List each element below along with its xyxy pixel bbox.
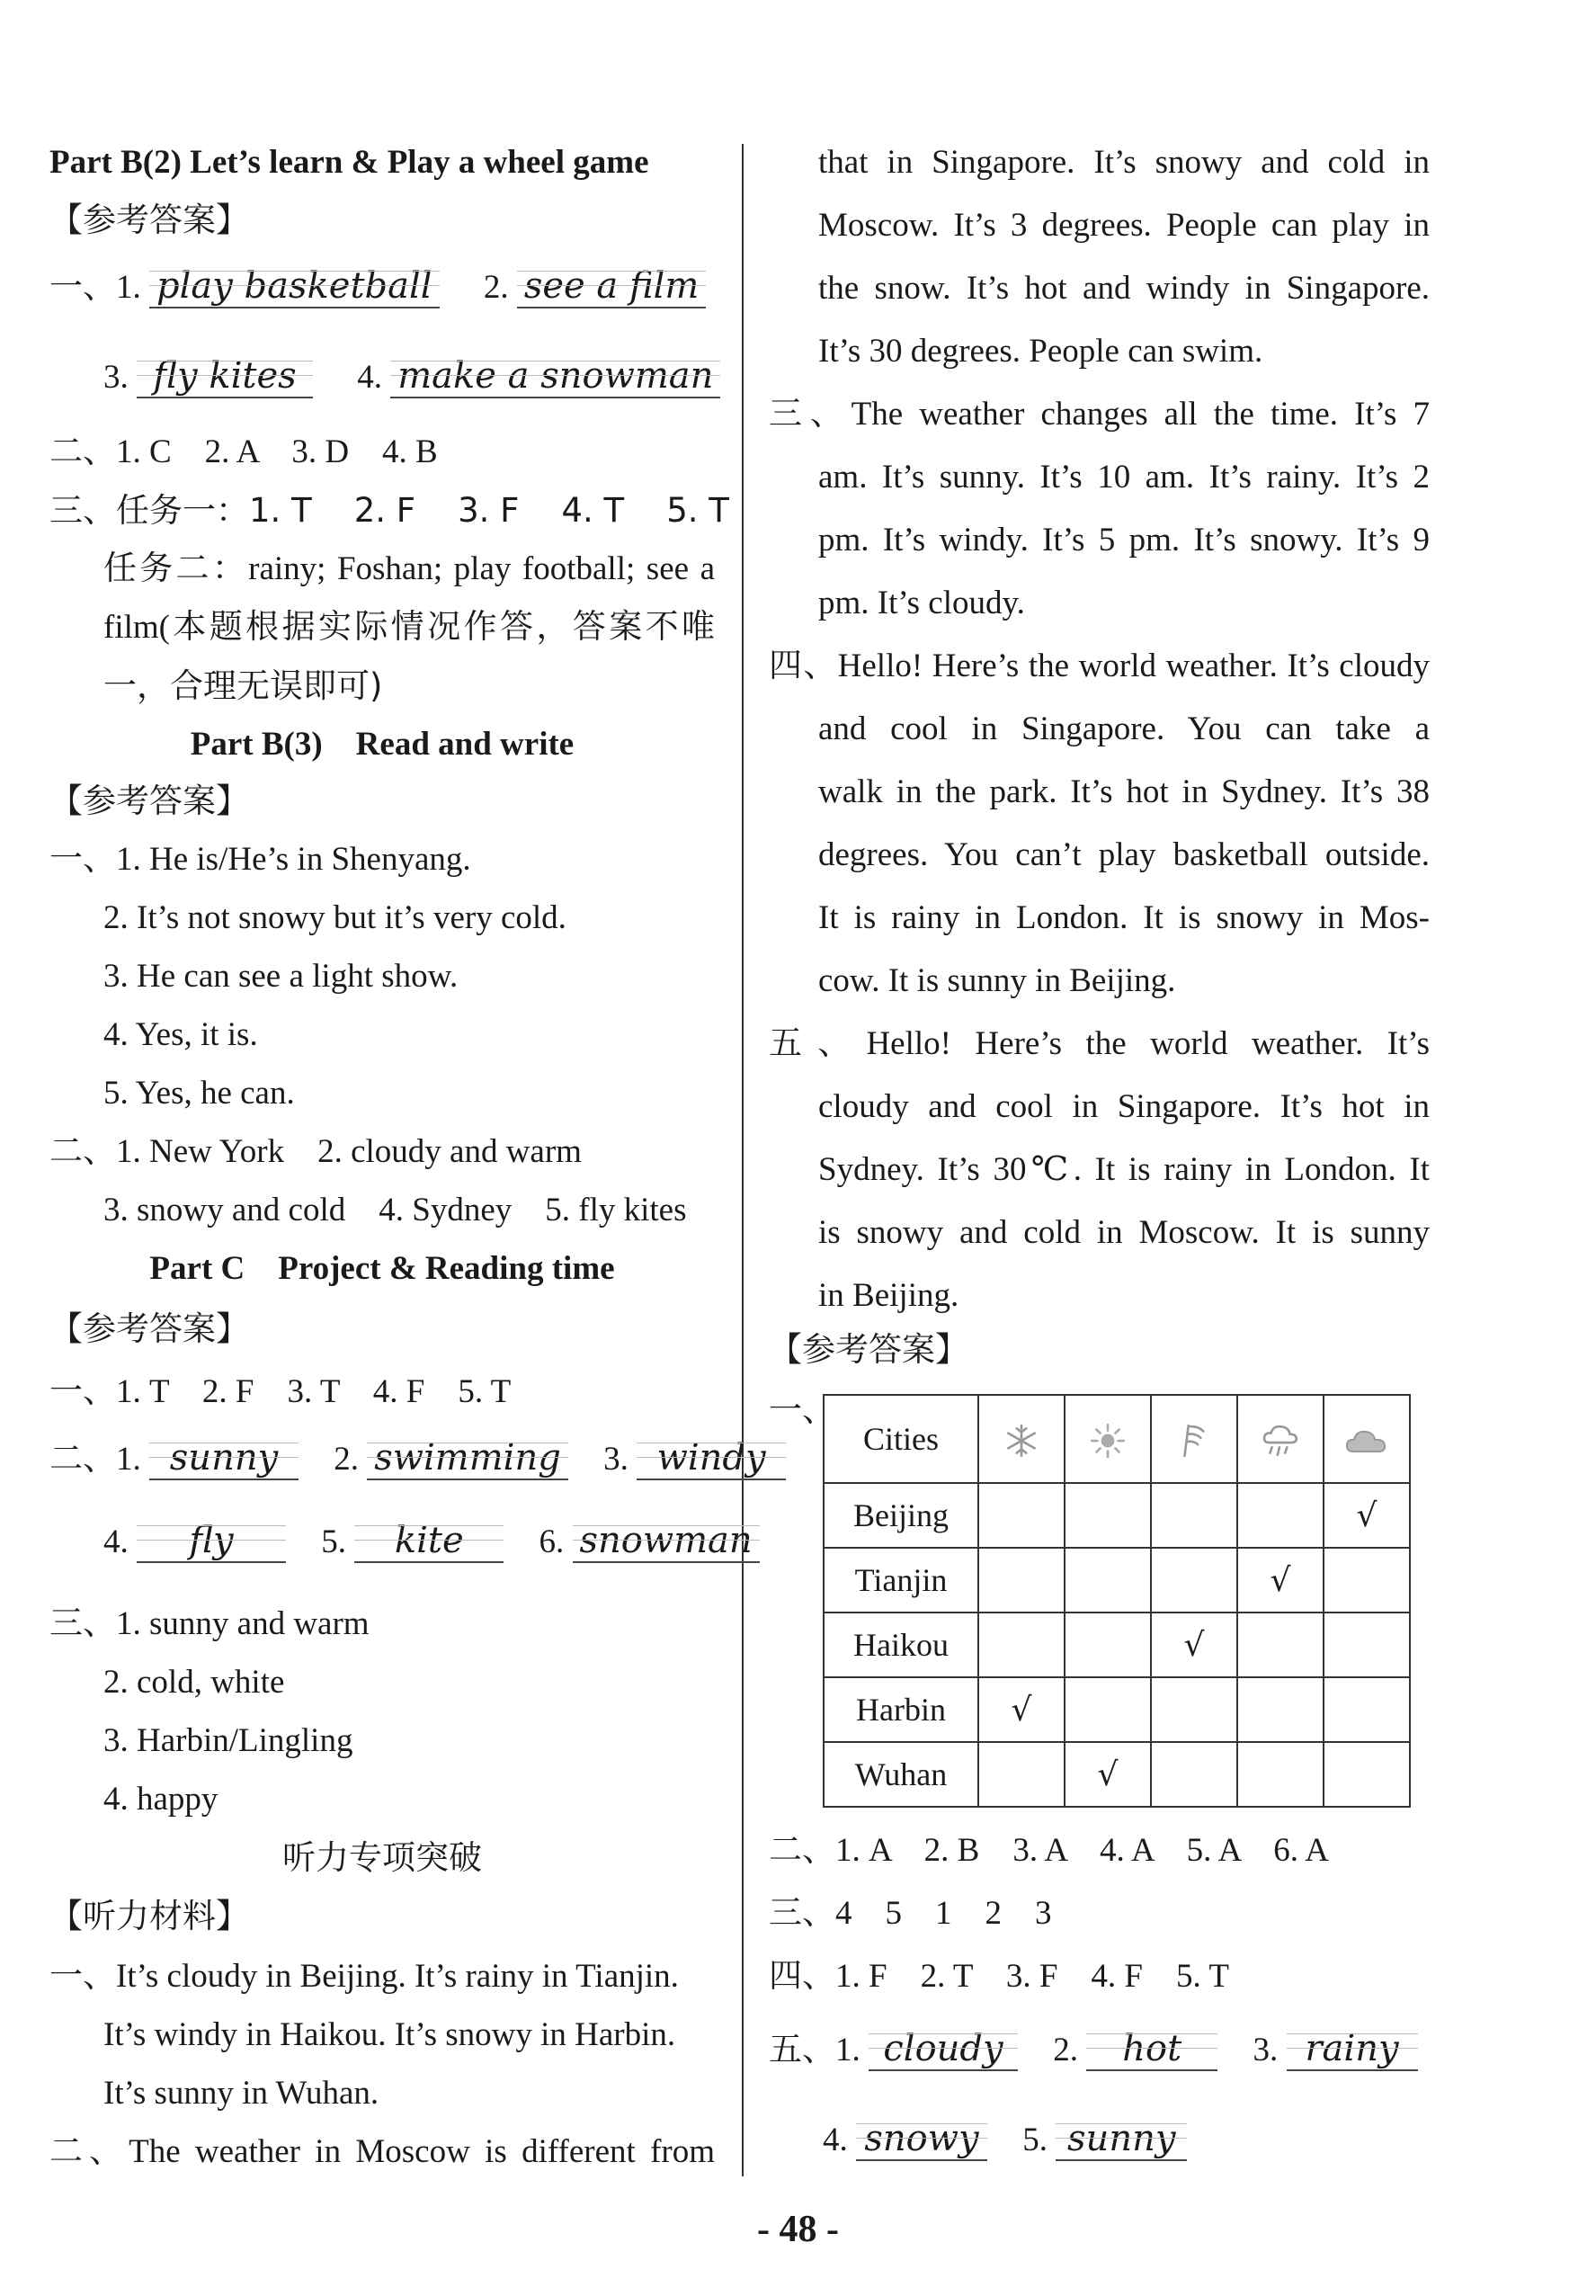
cell <box>1237 1677 1324 1742</box>
column-divider <box>742 144 744 2176</box>
answer-line: film(本题根据实际情况作答，答案不唯 <box>103 609 715 646</box>
handwritten-answer: cloudy <box>869 2028 1018 2071</box>
snowy-icon <box>978 1395 1065 1483</box>
answer-line: 2. cold, white <box>103 1664 285 1701</box>
cell <box>1151 1677 1237 1742</box>
text-line: It’s 30 degrees. People can swim. <box>818 333 1263 370</box>
cell <box>1065 1613 1151 1677</box>
text-line: am. It’s sunny. It’s 10 am. It’s rainy. It’s 2 <box>818 459 1430 496</box>
answer-line: 三、4 5 1 2 3 <box>769 1895 1052 1932</box>
answer-line: 三、1. sunny and warm <box>49 1605 370 1642</box>
question-number: 五、1. <box>769 2032 860 2068</box>
check-mark: √ <box>978 1677 1065 1742</box>
handwritten-answer: fly <box>137 1520 286 1563</box>
cell <box>978 1742 1065 1807</box>
text-line: pm. It’s cloudy. <box>818 585 1025 621</box>
question-number: 2. <box>334 1441 359 1478</box>
question-number: 4. <box>357 359 382 396</box>
answer-line: 一、1. T 2. F 3. T 4. F 5. T <box>49 1373 512 1410</box>
cell <box>1324 1742 1410 1807</box>
answer-line <box>103 355 720 398</box>
text-line: that in Singapore. It’s snowy and cold in <box>818 144 1430 181</box>
handwritten-answer: snowman <box>573 1520 760 1563</box>
answer-line <box>769 2028 1418 2071</box>
table-row <box>824 1483 1410 1548</box>
page-number: - 48 - <box>757 2209 839 2250</box>
text-line: 四、Hello! Here’s the world weather. It’s cloudy <box>769 648 1430 684</box>
handwritten-answer: swimming <box>367 1437 568 1480</box>
handwritten-answer: rainy <box>1287 2028 1418 2071</box>
text-line: pm. It’s windy. It’s 5 pm. It’s snowy. It’s 9 <box>818 522 1430 558</box>
cloudy-icon <box>1324 1395 1410 1483</box>
handwritten-answer: kite <box>354 1520 504 1563</box>
handwritten-answer: make a snowman <box>390 355 720 398</box>
cell <box>1237 1483 1324 1548</box>
question-number: 2. <box>483 269 509 306</box>
table-header-row <box>824 1395 1410 1483</box>
table-row <box>824 1548 1410 1613</box>
text-line: Sydney. It’s 30℃. It is rainy in London. It <box>818 1151 1430 1188</box>
text-line: in Beijing. <box>818 1277 959 1314</box>
city-name: Beijing <box>824 1483 978 1548</box>
handwritten-answer: windy <box>637 1437 786 1480</box>
answer-line: 4. happy <box>103 1781 218 1818</box>
windy-icon <box>1151 1395 1237 1483</box>
text-line: It is rainy in London. It is snowy in Mos- <box>818 899 1430 936</box>
reference-answer-heading: 【参考答案】 <box>769 1330 968 1369</box>
handwritten-answer: hot <box>1086 2028 1217 2071</box>
cell <box>1065 1548 1151 1613</box>
question-number: 3. <box>103 359 129 396</box>
answer-line: 二、1. C 2. A 3. D 4. B <box>49 433 438 470</box>
question-number: 5. <box>321 1523 346 1560</box>
answer-line: 4. Yes, it is. <box>103 1016 258 1053</box>
table-row <box>824 1613 1410 1677</box>
text-line: cloudy and cool in Singapore. It’s hot in <box>818 1088 1430 1125</box>
answer-line <box>103 1520 760 1563</box>
text-line: the snow. It’s hot and windy in Singapore. <box>818 270 1430 307</box>
cell <box>978 1548 1065 1613</box>
listening-material-heading: 【听力材料】 <box>49 1897 249 1935</box>
section-title-b3: Part B(3) Read and write <box>190 726 575 763</box>
question-number: 4. <box>823 2122 848 2158</box>
handwritten-answer: sunny <box>1056 2118 1187 2161</box>
handwritten-answer: see a film <box>517 265 707 308</box>
question-number: 4. <box>103 1523 129 1560</box>
answer-line: 三、任务一：1. T 2. F 3. F 4. T 5. T <box>49 491 729 530</box>
question-number: 二、1. <box>49 1441 141 1478</box>
rainy-icon <box>1237 1395 1324 1483</box>
table-row <box>824 1677 1410 1742</box>
answer-line: 二、The weather in Moscow is different from <box>49 2133 715 2170</box>
answer-line <box>49 265 706 308</box>
cell <box>1324 1548 1410 1613</box>
question-number: 3. <box>603 1441 629 1478</box>
question-number: 一、 <box>769 1390 835 1429</box>
cell <box>1065 1677 1151 1742</box>
question-number: 2. <box>1053 2032 1078 2068</box>
question-number: 3. <box>1253 2032 1279 2068</box>
answer-line: 任务二：rainy; Foshan; play football; see a <box>103 550 715 587</box>
question-number: 6. <box>539 1523 565 1560</box>
section-title-listening: 听力专项突破 <box>282 1838 482 1877</box>
answer-line: 3. snowy and cold 4. Sydney 5. fly kites <box>103 1192 687 1228</box>
answer-line: 3. He can see a light show. <box>103 958 459 995</box>
cell <box>978 1613 1065 1677</box>
question-number: 一、1. <box>49 269 141 306</box>
answer-line: 2. It’s not snowy but it’s very cold. <box>103 899 566 936</box>
answer-line: It’s windy in Haikou. It’s snowy in Harbin. <box>103 2016 676 2053</box>
reference-answer-heading: 【参考答案】 <box>49 201 249 239</box>
answer-line: 二、1. New York 2. cloudy and warm <box>49 1133 582 1170</box>
text-line: Moscow. It’s 3 degrees. People can play in <box>818 207 1430 244</box>
city-name: Harbin <box>824 1677 978 1742</box>
text-line: is snowy and cold in Moscow. It is sunny <box>818 1214 1430 1251</box>
city-name: Wuhan <box>824 1742 978 1807</box>
answer-line <box>823 2118 1187 2161</box>
cell <box>1324 1677 1410 1742</box>
answer-line <box>49 1437 786 1480</box>
cities-header: Cities <box>824 1395 978 1483</box>
answer-line: 一、1. He is/He’s in Shenyang. <box>49 841 471 878</box>
cell <box>1151 1548 1237 1613</box>
city-name: Tianjin <box>824 1548 978 1613</box>
handwritten-answer: fly kites <box>137 355 313 398</box>
text-line: degrees. You can’t play basketball outside. <box>818 836 1430 873</box>
cell <box>1237 1742 1324 1807</box>
section-title-b2: Part B(2) Let’s learn & Play a wheel game <box>49 144 649 181</box>
weather-table <box>823 1394 1411 1808</box>
cell <box>1065 1483 1151 1548</box>
check-mark: √ <box>1237 1548 1324 1613</box>
cell <box>1151 1742 1237 1807</box>
text-line: walk in the park. It’s hot in Sydney. It’s 38 <box>818 773 1430 810</box>
question-number: 5. <box>1022 2122 1048 2158</box>
section-title-c: Part C Project & Reading time <box>149 1250 615 1287</box>
text-line: and cool in Singapore. You can take a <box>818 710 1430 747</box>
check-mark: √ <box>1324 1483 1410 1548</box>
cell <box>1324 1613 1410 1677</box>
cell <box>978 1483 1065 1548</box>
answer-line: 3. Harbin/Lingling <box>103 1722 353 1759</box>
city-name: Haikou <box>824 1613 978 1677</box>
cell <box>1151 1483 1237 1548</box>
handwritten-answer: sunny <box>149 1437 299 1480</box>
answer-line: 一，合理无误即可) <box>103 666 383 705</box>
handwritten-answer: play basketball <box>149 265 440 308</box>
sunny-icon <box>1065 1395 1151 1483</box>
table-row <box>824 1742 1410 1807</box>
cell <box>1237 1613 1324 1677</box>
check-mark: √ <box>1151 1613 1237 1677</box>
answer-line: 四、1. F 2. T 3. F 4. F 5. T <box>769 1958 1229 1995</box>
text-line: 五、Hello! Here’s the world weather. It’s <box>769 1025 1430 1062</box>
text-line: 三、The weather changes all the time. It’s 7 <box>769 396 1430 433</box>
answer-line: 一、It’s cloudy in Beijing. It’s rainy in Tianjin. <box>49 1958 679 1995</box>
handwritten-answer: snowy <box>856 2118 987 2161</box>
answer-line: 二、1. A 2. B 3. A 4. A 5. A 6. A <box>769 1832 1329 1869</box>
reference-answer-heading: 【参考答案】 <box>49 1309 249 1348</box>
check-mark: √ <box>1065 1742 1151 1807</box>
answer-line: It’s sunny in Wuhan. <box>103 2075 379 2112</box>
reference-answer-heading: 【参考答案】 <box>49 782 249 820</box>
answer-line: 5. Yes, he can. <box>103 1075 295 1112</box>
text-line: cow. It is sunny in Beijing. <box>818 962 1176 999</box>
